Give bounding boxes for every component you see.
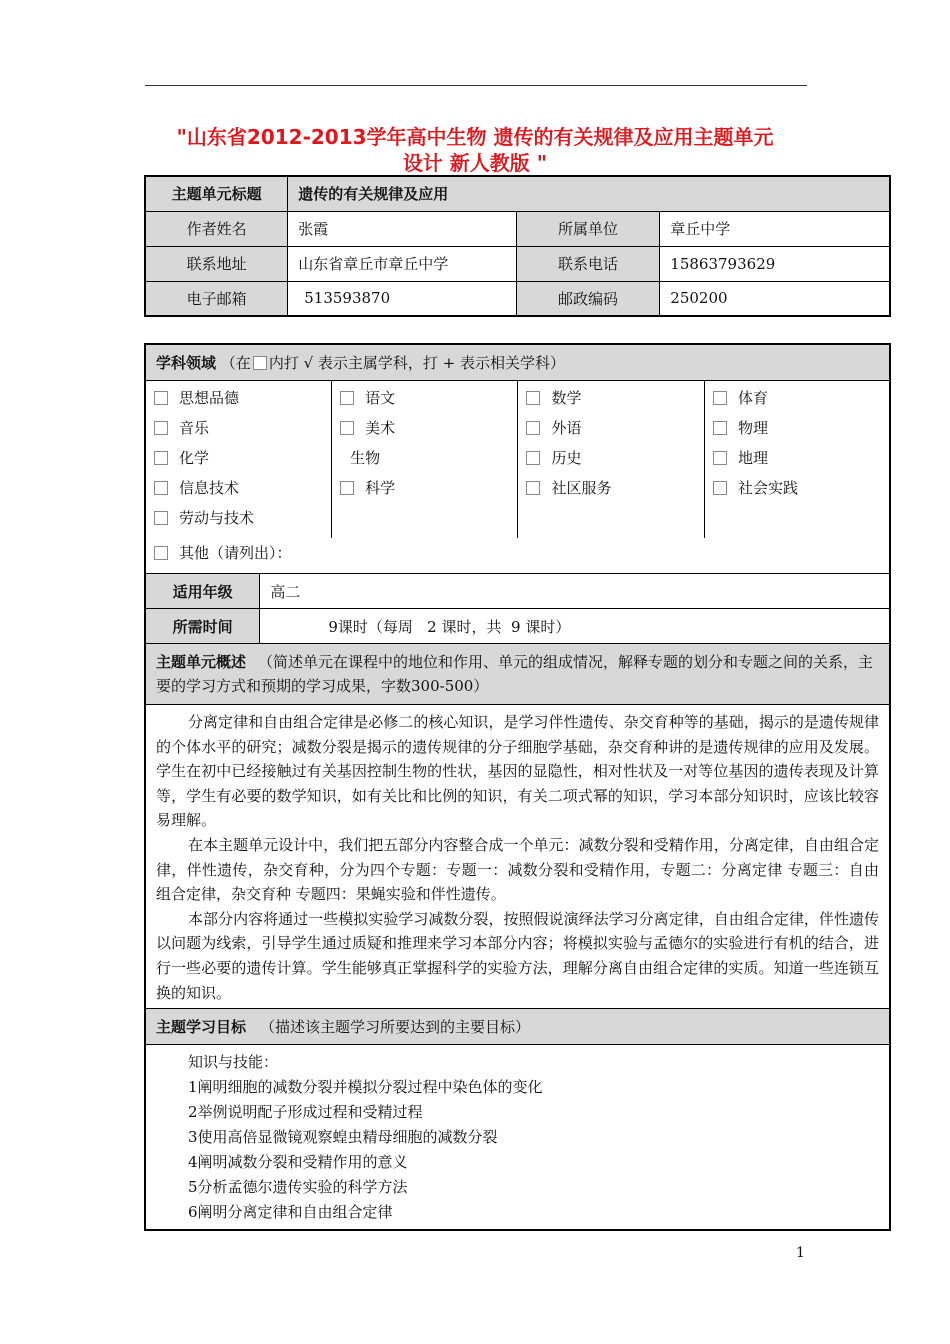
subject-column-1 bbox=[145, 380, 332, 538]
checkbox-icon[interactable] bbox=[713, 451, 727, 465]
overview-paragraph: 本部分内容将通过一些模拟实验学习减数分裂，按照假说演绎法学习分离定律，自由组合定律，伴性遗传以问题为线索，引导学生通过质疑和推理来学习本部分内容；将模拟实验与孟德尔的实验进行有机的结合，进行一些必要的遗传计算。学生能够真正掌握科学的实验方法，理解分离自由组合定律的实质。知道一些连锁互换的知识。 bbox=[156, 909, 879, 1002]
title-line-2: 设计 新人教版 " bbox=[402, 151, 548, 175]
goals-item: 知识与技能： bbox=[188, 1053, 279, 1072]
phone-label: 联系电话 bbox=[516, 246, 660, 281]
author-value: 张霞 bbox=[288, 211, 517, 246]
title-line-1: "山东省2012-2013学年高中生物 遗传的有关规律及应用主题单元 bbox=[176, 125, 774, 149]
checkbox-icon[interactable] bbox=[154, 451, 168, 465]
address-label: 联系地址 bbox=[145, 246, 288, 281]
subject-option[interactable]: 思想品德 bbox=[154, 388, 331, 418]
subject-option[interactable]: 体育 bbox=[713, 388, 889, 418]
subject-column-4 bbox=[704, 380, 890, 538]
subject-option[interactable]: 地理 bbox=[713, 448, 889, 478]
subject-option[interactable]: 科学 bbox=[340, 478, 517, 508]
goals-item: 1阐明细胞的减数分裂并模拟分裂过程中染色体的变化 bbox=[188, 1078, 543, 1097]
goals-item: 4阐明减数分裂和受精作用的意义 bbox=[188, 1153, 408, 1172]
overview-header bbox=[145, 644, 890, 705]
subject-option-biology: 生物 bbox=[350, 448, 381, 467]
unit-title-label: 主题单元标题 bbox=[145, 176, 288, 211]
goals-body bbox=[145, 1045, 890, 1231]
goals-item: 6阐明分离定律和自由组合定律 bbox=[188, 1203, 393, 1222]
grade-label: 适用年级 bbox=[145, 574, 260, 609]
goals-item: 2举例说明配子形成过程和受精过程 bbox=[188, 1103, 423, 1122]
subject-area-header bbox=[145, 344, 890, 380]
subject-option[interactable]: 社会实践 bbox=[713, 478, 889, 508]
subject-column-3 bbox=[518, 380, 705, 538]
subject-area-note-a: （在 bbox=[220, 353, 251, 372]
subject-area-label: 学科领域 bbox=[156, 353, 217, 372]
checkbox-sample-icon bbox=[253, 356, 267, 370]
checkbox-icon[interactable] bbox=[154, 546, 168, 560]
subject-column-2 bbox=[332, 380, 518, 538]
address-value: 山东省章丘市章丘中学 bbox=[288, 246, 517, 281]
header-rule bbox=[145, 85, 807, 86]
checkbox-icon[interactable] bbox=[526, 481, 540, 495]
checkbox-icon[interactable] bbox=[526, 391, 540, 405]
subject-option[interactable]: 数学 bbox=[526, 388, 704, 418]
goals-label: 主题学习目标 bbox=[156, 1018, 247, 1037]
subject-area-note-b: 内打 √ 表示主属学科，打 + 表示相关学科） bbox=[268, 353, 566, 372]
overview-body bbox=[145, 705, 890, 1009]
subject-option[interactable]: 信息技术 bbox=[154, 478, 331, 508]
postcode-label: 邮政编码 bbox=[516, 281, 660, 316]
checkbox-icon[interactable] bbox=[154, 421, 168, 435]
design-table bbox=[144, 343, 891, 1231]
document-title bbox=[120, 124, 830, 176]
postcode-value: 250200 bbox=[660, 281, 890, 316]
checkbox-icon[interactable] bbox=[713, 481, 727, 495]
checkbox-icon[interactable] bbox=[526, 421, 540, 435]
checkbox-icon[interactable] bbox=[340, 481, 354, 495]
goals-item: 3使用高倍显微镜观察蝗虫精母细胞的减数分裂 bbox=[188, 1128, 498, 1147]
checkbox-icon[interactable] bbox=[713, 391, 727, 405]
goals-item: 5分析孟德尔遗传实验的科学方法 bbox=[188, 1178, 408, 1197]
subject-option[interactable]: 语文 bbox=[340, 388, 517, 418]
email-label: 电子邮箱 bbox=[145, 281, 288, 316]
overview-paragraph: 分离定律和自由组合定律是必修二的核心知识，是学习伴性遗传、杂交育种等的基础，揭示的是遗传规律的个体水平的研究；减数分裂是揭示的遗传规律的分子细胞学基础，杂交育种讲的是遗传规律的应用及发展。学生在初中已经接触过有关基因控制生物的性状，基因的显隐性，相对性状及一对等位基因的遗传表现及计算等，学生有必要的数学知识，如有关比和比例的知识，有关二项式幂的知识，学习本部分知识时，应该比较容易理解。 bbox=[156, 713, 879, 830]
email-value: 513593870 bbox=[288, 281, 517, 316]
time-label: 所需时间 bbox=[145, 609, 260, 644]
overview-label: 主题单元概述 bbox=[156, 653, 247, 671]
grade-value: 高二 bbox=[260, 574, 890, 609]
unit-title-value: 遗传的有关规律及应用 bbox=[288, 176, 890, 211]
subject-other-row[interactable] bbox=[145, 538, 890, 574]
org-label: 所属单位 bbox=[516, 211, 660, 246]
info-table bbox=[144, 175, 891, 317]
subject-option[interactable]: 劳动与技术 bbox=[154, 508, 331, 538]
checkbox-icon[interactable] bbox=[526, 451, 540, 465]
checkbox-icon[interactable] bbox=[340, 421, 354, 435]
checkbox-icon[interactable] bbox=[154, 511, 168, 525]
checkbox-icon[interactable] bbox=[713, 421, 727, 435]
subject-other-label: 其他（请列出）： bbox=[179, 543, 292, 562]
checkbox-icon[interactable] bbox=[340, 391, 354, 405]
subject-option[interactable]: 化学 bbox=[154, 448, 331, 478]
author-label: 作者姓名 bbox=[145, 211, 288, 246]
checkbox-icon[interactable] bbox=[154, 391, 168, 405]
time-value: 9课时（每周 2 课时，共 9 课时） bbox=[260, 609, 890, 644]
subject-option[interactable]: 社区服务 bbox=[526, 478, 704, 508]
phone-value: 15863793629 bbox=[660, 246, 890, 281]
goals-note: （描述该主题学习所要达到的主要目标） bbox=[260, 1018, 531, 1037]
subject-option[interactable]: 物理 bbox=[713, 418, 889, 448]
overview-paragraph: 在本主题单元设计中，我们把五部分内容整合成一个单元：减数分裂和受精作用，分离定律，自由组合定律，伴性遗传，杂交育种，分为四个专题：专题一：减数分裂和受精作用，专题二：分离定律 专题三：自由组合定律，杂交育种 专题四：果蝇实验和伴性遗传。 bbox=[156, 835, 879, 904]
page-number: 1 bbox=[796, 1245, 805, 1261]
org-value: 章丘中学 bbox=[660, 211, 890, 246]
subject-option[interactable]: 历史 bbox=[526, 448, 704, 478]
subject-option[interactable]: 音乐 bbox=[154, 418, 331, 448]
subject-option[interactable]: 美术 bbox=[340, 418, 517, 448]
checkbox-icon[interactable] bbox=[154, 481, 168, 495]
overview-note: （简述单元在课程中的地位和作用、单元的组成情况，解释专题的划分和专题之间的关系，主要的学习方式和预期的学习成果，字数300-500） bbox=[156, 653, 874, 695]
subject-option[interactable]: 外语 bbox=[526, 418, 704, 448]
goals-header bbox=[145, 1009, 890, 1045]
